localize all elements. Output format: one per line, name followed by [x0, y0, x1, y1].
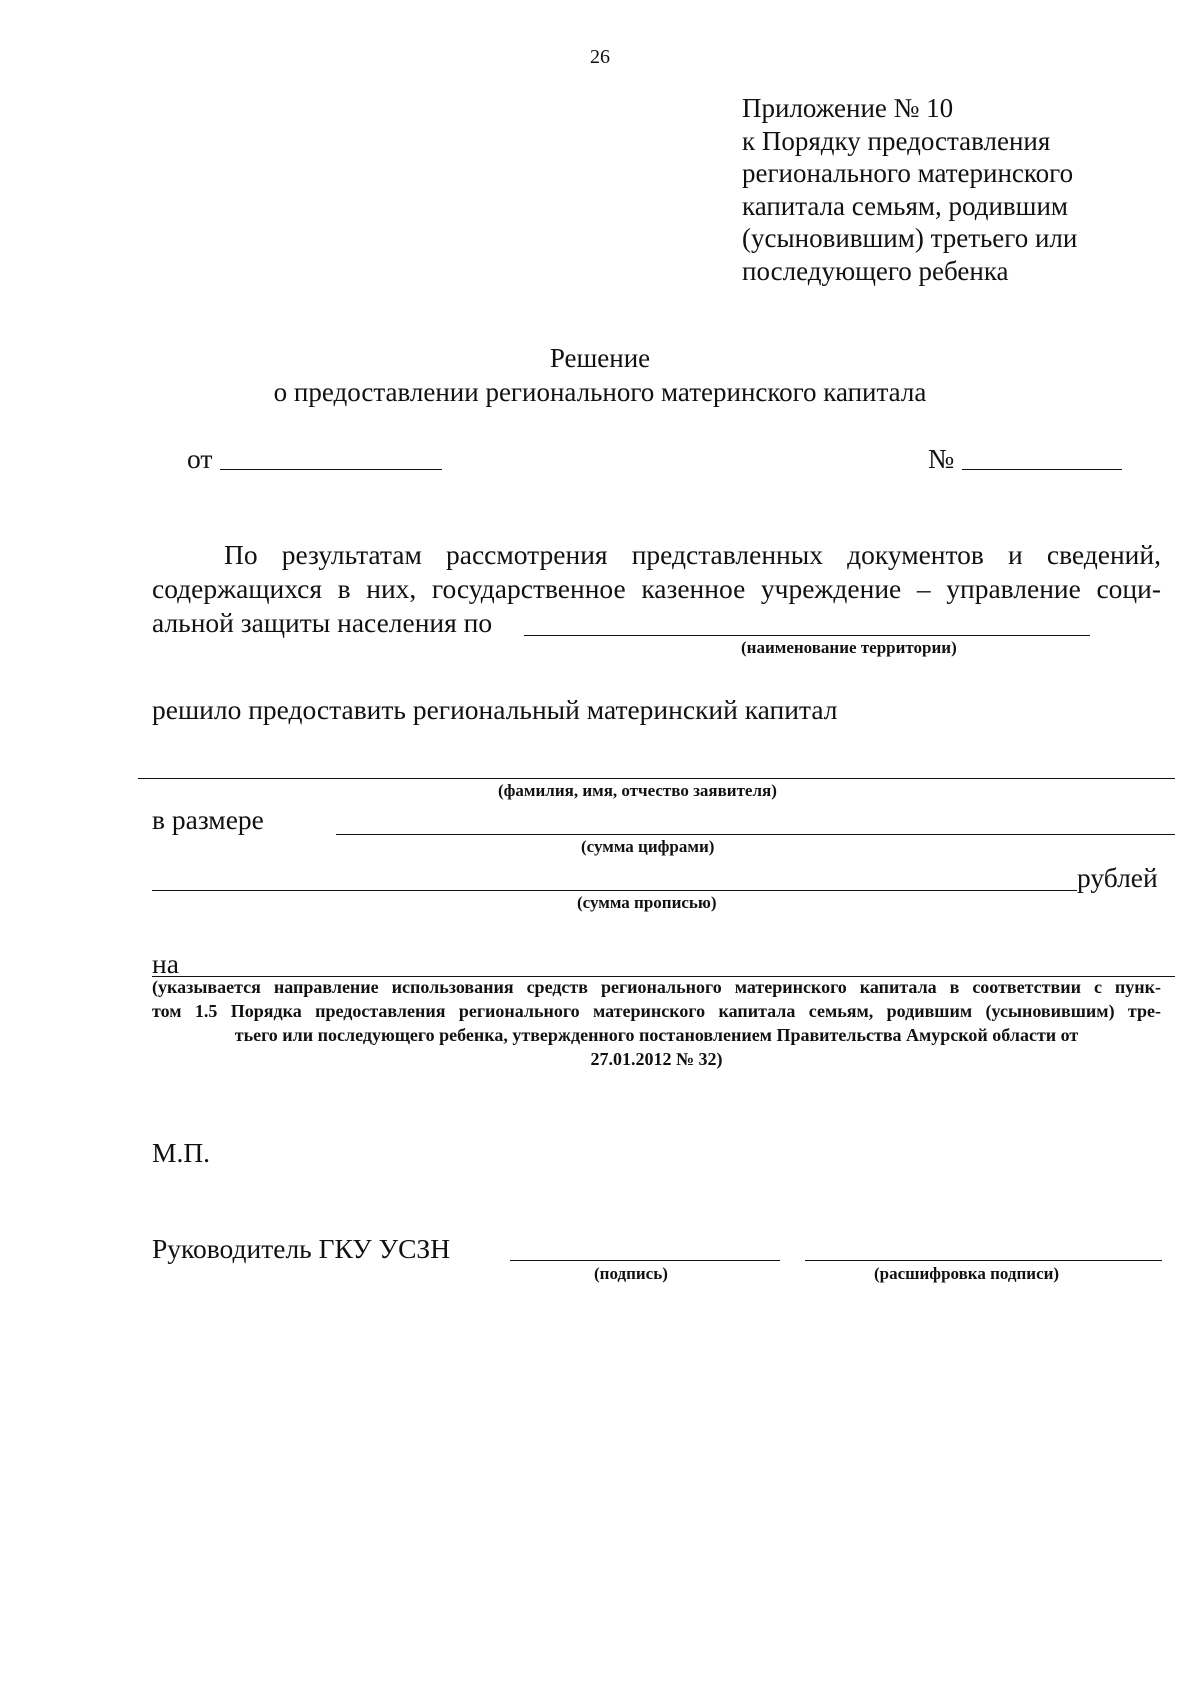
- annex-line: к Порядку предоставления: [742, 125, 1051, 156]
- date-from-label: от: [187, 443, 213, 474]
- territory-blank-line: [524, 635, 1090, 636]
- annex-header: [742, 92, 1077, 287]
- note-line: тьего или последующего ребенка, утвержденного постановлением Правительства Амурской области от: [234, 1025, 1079, 1045]
- number-label: №: [928, 443, 955, 474]
- signature-decode-caption: (расшифровка подписи): [874, 1264, 1060, 1283]
- annex-line: последующего ребенка: [742, 255, 1009, 286]
- direction-note: [152, 975, 1161, 1071]
- signatory-label: Руководитель ГКУ УСЗН: [152, 1233, 451, 1264]
- paragraph-line: альной защиты населения по: [152, 607, 493, 638]
- document-subtitle: о предоставлении регионального материнского капитала: [273, 377, 927, 407]
- amount-digits-blank-line: [336, 834, 1175, 835]
- annex-line: Приложение № 10: [742, 93, 954, 123]
- signature-caption: (подпись): [594, 1264, 668, 1283]
- amount-digits-caption: (сумма цифрами): [581, 837, 715, 856]
- date-blank-line: [220, 469, 442, 470]
- note-line: (указывается направление использования средств регионального материнского капитала в соответствии с пунк-: [152, 977, 1161, 997]
- note-line: 27.01.2012 № 32): [590, 1049, 723, 1069]
- applicant-blank-line: [138, 778, 1175, 779]
- territory-caption: (наименование территории): [741, 638, 957, 657]
- signature-blank-line: [510, 1260, 780, 1261]
- paragraph-line: По результатам рассмотрения представленных документов и сведений,: [224, 539, 1161, 570]
- signature-decode-blank-line: [805, 1260, 1162, 1261]
- page-number: 26: [590, 46, 610, 68]
- paragraph-line: содержащихся в них, государственное казенное учреждение – управление соци-: [152, 573, 1161, 604]
- amount-label: в размере: [152, 804, 264, 835]
- amount-words-blank-line: [152, 890, 1077, 891]
- annex-line: (усыновившим) третьего или: [742, 223, 1078, 253]
- annex-line: капитала семьям, родившим: [742, 190, 1068, 221]
- amount-words-caption: (сумма прописью): [577, 893, 717, 912]
- main-paragraph: [152, 538, 1161, 640]
- note-line: том 1.5 Порядка предоставления регионального материнского капитала семьям, родившим (усыновившим) тре-: [152, 1001, 1161, 1021]
- document-title: Решение: [549, 343, 651, 373]
- annex-line: регионального материнского: [742, 158, 1074, 188]
- direction-label: на: [152, 948, 179, 979]
- stamp-label: М.П.: [152, 1137, 211, 1168]
- decision-text: решило предоставить региональный материнский капитал: [152, 694, 838, 725]
- number-blank-line: [962, 469, 1122, 470]
- rubles-label: рублей: [1077, 862, 1158, 893]
- applicant-caption: (фамилия, имя, отчество заявителя): [498, 781, 777, 800]
